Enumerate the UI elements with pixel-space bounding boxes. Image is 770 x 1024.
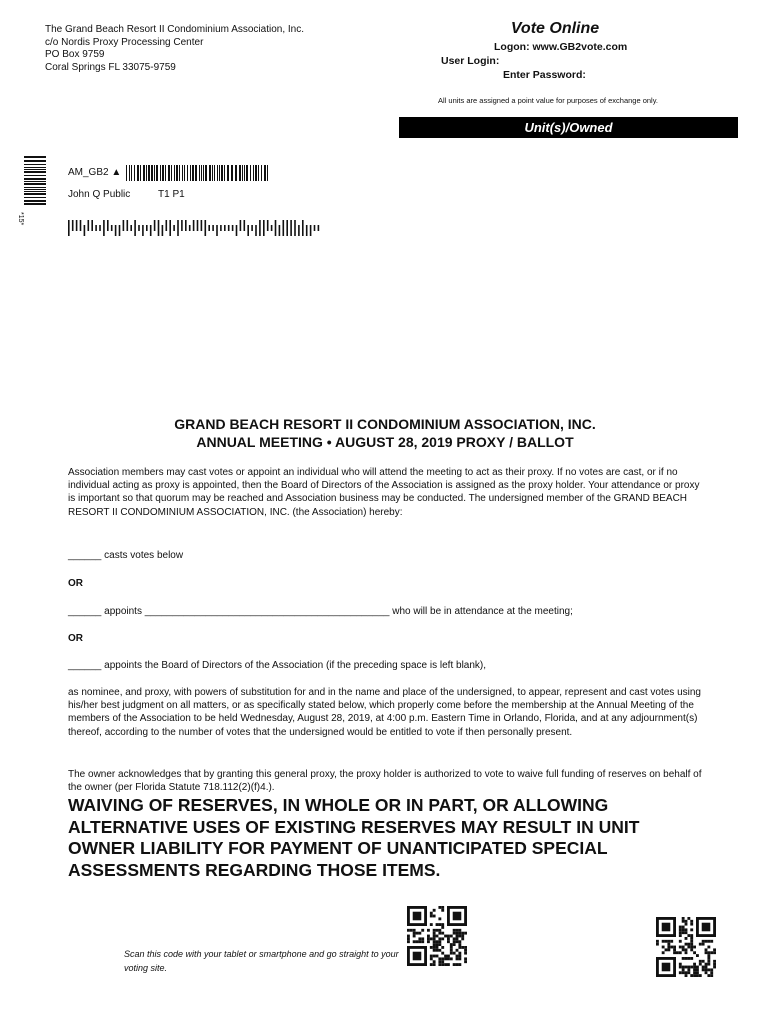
reserves-warning: WAIVING OF RESERVES, IN WHOLE OR IN PART, OR ALLOWING ALTERNATIVE USES OF EXISTING RESERVES MAY RESULT IN UNIT OWNER LIABILITY FOR PAYMENT OF UNANTICIPATED SPECIAL ASSESSMENTS REGARDING THOSE ITEMS. (68, 795, 640, 880)
user-login-label: User Login: (441, 55, 500, 67)
owner-name: John Q Public (68, 189, 131, 200)
qr-code-icon (656, 917, 716, 980)
heading-line-1: GRAND BEACH RESORT II CONDOMINIUM ASSOCIATION, INC. (174, 416, 596, 432)
or-separator: OR (68, 578, 83, 589)
ballot-heading (0, 415, 770, 451)
address-line: Coral Springs FL 33075-9759 (45, 61, 176, 73)
qr-code-icon (407, 906, 467, 969)
points-note: All units are assigned a point value for purposes of exchange only. (438, 96, 658, 105)
address-line: The Grand Beach Resort II Condominium Association, Inc. (45, 24, 305, 35)
or-separator: OR (68, 633, 83, 644)
unit-owned-header: Unit(s)/Owned (399, 117, 738, 138)
tier-code: T1 P1 (158, 189, 185, 200)
side-code: *15* (17, 212, 24, 226)
postal-barcode (68, 220, 324, 236)
address-line: c/o Nordis Proxy Processing Center (45, 36, 204, 48)
option-appoint-individual: ______ appoints ____________________________________________ who will be in attendance at the meeting; (68, 606, 573, 617)
intro-paragraph: Association members may cast votes or appoint an individual who will attend the meeting to act as their proxy. If no votes are cast, or if no individual acting as proxy is appointed, then the Board of Directors of the Association is assigned as the proxy holder. Your attendance or proxy is important so that quorum may be reached and Association business may be conducted. The undersigned member of the GRAND BEACH RESORT II CONDOMINIUM ASSOCIATION, INC. (the Association) hereby: (68, 467, 700, 518)
account-code (68, 167, 121, 178)
triangle-icon: ▲ (111, 167, 122, 178)
nominee-paragraph: as nominee, and proxy, with powers of substitution for and in the name and place of the undersigned, to appear, represent and cast votes using his/her best judgment on all matters, or as specifically stated below, which properly come before the membership at the Annual Meeting of the members of the Association to be held Wednesday, August 28, 2019, at 4:00 p.m. Eastern Time in Orlando, Florida, and at any adjournment(s) thereof, according to the number of votes that the undersigned would be entitled to vote if then personally present. (68, 687, 701, 738)
address-line: PO Box 9759 (45, 49, 105, 60)
acknowledge-paragraph: The owner acknowledges that by granting this general proxy, the proxy holder is authorized to vote to waive full funding of reserves on behalf of the owner (per Florida Statute 718.112(2)(f)4.). (68, 769, 702, 794)
option-appoint-board: ______ appoints the Board of Directors of the Association (if the preceding space is left blank), (68, 660, 487, 671)
unit-barcode (126, 165, 270, 181)
password-label: Enter Password: (503, 69, 586, 81)
vote-online-title: Vote Online (510, 20, 600, 37)
scan-instructions: Scan this code with your tablet or smartphone and go straight to your voting site. (124, 949, 399, 973)
side-barcode (24, 156, 46, 208)
logon-url: Logon: www.GB2vote.com (494, 41, 628, 53)
heading-line-2: ANNUAL MEETING • AUGUST 28, 2019 PROXY / BALLOT (196, 434, 574, 450)
option-cast-votes: ______ casts votes below (68, 550, 184, 561)
return-address (45, 24, 304, 74)
account-code-text: AM_GB2 (68, 167, 109, 178)
